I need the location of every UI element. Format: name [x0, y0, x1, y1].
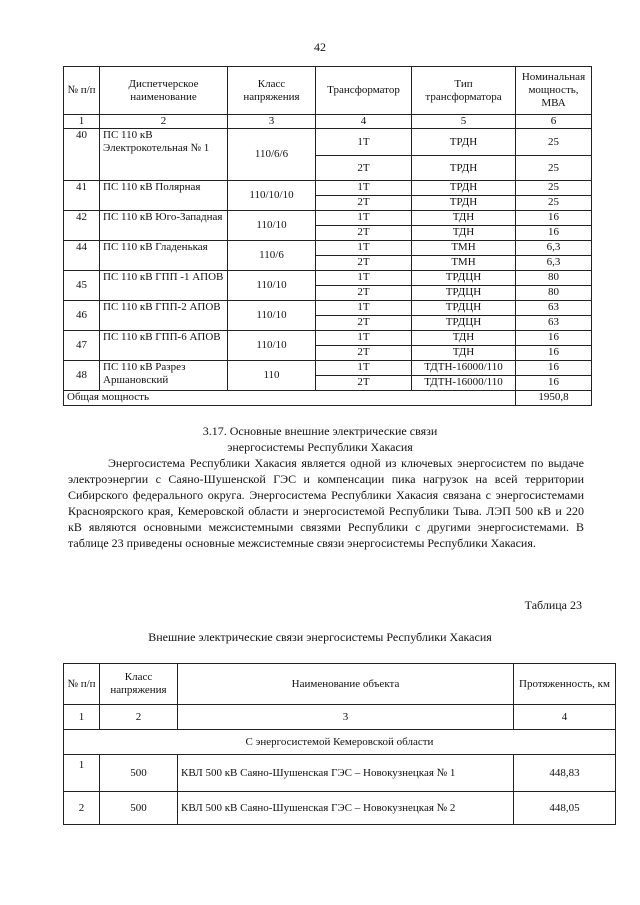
- row-transformer: 1Т: [316, 211, 412, 226]
- row-type: ТДН: [412, 226, 516, 241]
- external-links-table: [63, 663, 616, 825]
- row-object-name: КВЛ 500 кВ Саяно-Шушенская ГЭС – Новокузнецкая № 2: [178, 792, 514, 825]
- row-voltage: 110/10/10: [228, 181, 316, 211]
- row-type: ТРДЦН: [412, 316, 516, 331]
- row-voltage: 110/6/6: [228, 129, 316, 181]
- row-num: 1: [64, 755, 100, 792]
- column-number-row: [64, 115, 592, 129]
- row-voltage: 110/10: [228, 211, 316, 241]
- header-power: Номинальная мощность, МВА: [516, 67, 592, 115]
- row-type: ТМН: [412, 241, 516, 256]
- row-type: ТРДН: [412, 181, 516, 196]
- table-row: [64, 301, 592, 316]
- row-num: 44: [64, 241, 100, 271]
- table-row: [64, 211, 592, 226]
- header-voltage: Класс напряжения: [228, 67, 316, 115]
- col-number: 1: [64, 115, 100, 129]
- substations-table: [63, 66, 592, 406]
- col-number: 3: [228, 115, 316, 129]
- row-power: 16: [516, 376, 592, 391]
- row-transformer: 1Т: [316, 129, 412, 156]
- row-name: ПС 110 кВ ГПП-2 АПОВ: [100, 301, 228, 331]
- section-paragraph: [68, 455, 584, 551]
- col-number: 2: [100, 705, 178, 730]
- row-num: 48: [64, 361, 100, 391]
- header-num: № п/п: [64, 664, 100, 705]
- row-transformer: 2Т: [316, 256, 412, 271]
- total-value: 1950,8: [516, 391, 592, 406]
- row-power: 16: [516, 211, 592, 226]
- col-number: 2: [100, 115, 228, 129]
- row-num: 47: [64, 331, 100, 361]
- row-name: ПС 110 кВ Электрокотельная № 1: [100, 129, 228, 181]
- row-type: ТРДЦН: [412, 286, 516, 301]
- row-voltage: 110/10: [228, 331, 316, 361]
- table-row: [64, 361, 592, 376]
- table-row: [64, 755, 616, 792]
- row-type: ТДТН-16000/110: [412, 361, 516, 376]
- row-power: 63: [516, 301, 592, 316]
- row-num: 2: [64, 792, 100, 825]
- header-name: Диспетчерское наименование: [100, 67, 228, 115]
- total-label: Общая мощность: [64, 391, 516, 406]
- row-type: ТДН: [412, 331, 516, 346]
- row-type: ТРДН: [412, 129, 516, 156]
- row-transformer: 1Т: [316, 331, 412, 346]
- row-power: 63: [516, 316, 592, 331]
- row-type: ТРДН: [412, 156, 516, 181]
- row-power: 16: [516, 226, 592, 241]
- row-power: 80: [516, 286, 592, 301]
- col-number: 6: [516, 115, 592, 129]
- table-row: [64, 241, 592, 256]
- row-voltage: 500: [100, 755, 178, 792]
- row-type: ТДТН-16000/110: [412, 376, 516, 391]
- row-name: ПС 110 кВ Полярная: [100, 181, 228, 211]
- row-power: 25: [516, 181, 592, 196]
- row-transformer: 2Т: [316, 196, 412, 211]
- col-number: 3: [178, 705, 514, 730]
- row-power: 16: [516, 331, 592, 346]
- row-transformer: 2Т: [316, 156, 412, 181]
- header-type: Тип трансформатора: [412, 67, 516, 115]
- row-type: ТДН: [412, 346, 516, 361]
- row-power: 16: [516, 361, 592, 376]
- row-power: 25: [516, 156, 592, 181]
- row-num: 41: [64, 181, 100, 211]
- table-row: [64, 271, 592, 286]
- table-title: Внешние электрические связи энергосистемы Республики Хакасия: [148, 630, 492, 644]
- row-transformer: 2Т: [316, 286, 412, 301]
- row-power: 6,3: [516, 241, 592, 256]
- row-type: ТМН: [412, 256, 516, 271]
- column-number-row: [64, 705, 616, 730]
- row-transformer: 1Т: [316, 181, 412, 196]
- paragraph-text: Энергосистема Республики Хакасия является одной из ключевых энергосистем по выдаче электроэнергии с Саяно-Шушенской ГЭС и компенсации пика нагрузок на всей территории Сибирского федерального округа. Энергосистема Республики Хакасия связана с энергосистемами Красноярского края, Кемеровской области и энергосистемой Республики Тыва. ЛЭП 500 кВ и 220 кВ являются основными межсистемными связями Республики с другими энергосистемами. В таблице 23 приведены основные межсистемные связи энергосистемы Республики Хакасия.: [68, 456, 584, 550]
- table-label: Таблица 23: [524, 598, 582, 612]
- total-row: [64, 391, 592, 406]
- row-power: 6,3: [516, 256, 592, 271]
- row-object-name: КВЛ 500 кВ Саяно-Шушенская ГЭС – Новокузнецкая № 1: [178, 755, 514, 792]
- col-number: 4: [316, 115, 412, 129]
- row-voltage: 110/6: [228, 241, 316, 271]
- row-name: ПС 110 кВ ГПП-6 АПОВ: [100, 331, 228, 361]
- row-transformer: 1Т: [316, 271, 412, 286]
- table-row: [64, 129, 592, 156]
- row-transformer: 2Т: [316, 346, 412, 361]
- group-title: С энергосистемой Кемеровской области: [64, 730, 616, 755]
- row-power: 80: [516, 271, 592, 286]
- header-voltage: Класс напряжения: [100, 664, 178, 705]
- row-type: ТДН: [412, 211, 516, 226]
- row-num: 45: [64, 271, 100, 301]
- table-row: [64, 181, 592, 196]
- col-number: 5: [412, 115, 516, 129]
- row-power: 16: [516, 346, 592, 361]
- group-row: [64, 730, 616, 755]
- row-transformer: 1Т: [316, 301, 412, 316]
- row-num: 46: [64, 301, 100, 331]
- row-transformer: 1Т: [316, 361, 412, 376]
- page-number: 42: [314, 40, 326, 54]
- header-object-name: Наименование объекта: [178, 664, 514, 705]
- row-transformer: 1Т: [316, 241, 412, 256]
- header-transformer: Трансформатор: [316, 67, 412, 115]
- row-length: 448,05: [514, 792, 616, 825]
- row-power: 25: [516, 129, 592, 156]
- table-row: [64, 792, 616, 825]
- row-voltage: 110/10: [228, 271, 316, 301]
- row-transformer: 2Т: [316, 376, 412, 391]
- row-voltage: 500: [100, 792, 178, 825]
- section-title: [0, 423, 640, 455]
- row-name: ПС 110 кВ Разрез Аршановский: [100, 361, 228, 391]
- table-header-row: [64, 67, 592, 115]
- row-num: 42: [64, 211, 100, 241]
- header-length: Протяженность, км: [514, 664, 616, 705]
- section-title-line-2: энергосистемы Республики Хакасия: [227, 440, 413, 454]
- table-row: [64, 331, 592, 346]
- col-number: 4: [514, 705, 616, 730]
- table-header-row: [64, 664, 616, 705]
- row-type: ТРДЦН: [412, 271, 516, 286]
- header-num: № п/п: [64, 67, 100, 115]
- row-type: ТРДЦН: [412, 301, 516, 316]
- row-power: 25: [516, 196, 592, 211]
- section-title-line-1: 3.17. Основные внешние электрические связи: [202, 424, 438, 438]
- row-name: ПС 110 кВ Юго-Западная: [100, 211, 228, 241]
- row-name: ПС 110 кВ ГПП -1 АПОВ: [100, 271, 228, 301]
- row-transformer: 2Т: [316, 226, 412, 241]
- row-voltage: 110/10: [228, 301, 316, 331]
- col-number: 1: [64, 705, 100, 730]
- row-transformer: 2Т: [316, 316, 412, 331]
- row-voltage: 110: [228, 361, 316, 391]
- row-num: 40: [64, 129, 100, 181]
- row-length: 448,83: [514, 755, 616, 792]
- row-type: ТРДН: [412, 196, 516, 211]
- row-name: ПС 110 кВ Гладенькая: [100, 241, 228, 271]
